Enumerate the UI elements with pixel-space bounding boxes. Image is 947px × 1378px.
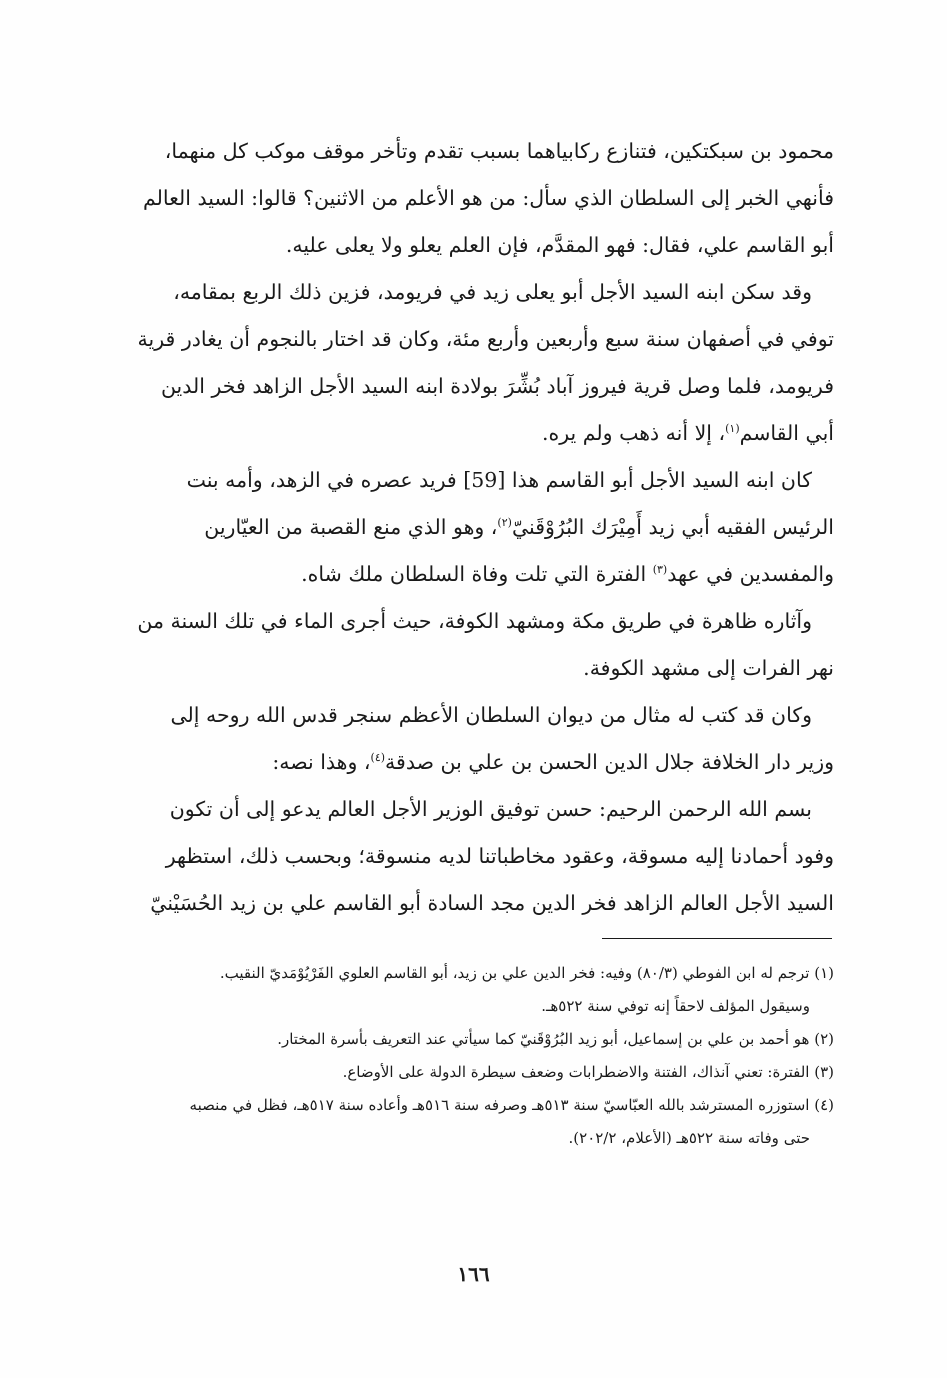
text-line: محمود بن سبكتكين، فتنازع ركابياهما بسبب تقدم وتأخر موقف موكب كل منهما، (164, 139, 834, 163)
footnote-line: (٣) الفترة: تعني آنذاك، الفتنة والاضطرابات وضعف سيطرة الدولة على الأوضاع. (342, 1063, 834, 1081)
text-line: بسم الله الرحمن الرحيم: حسن توفيق الوزير الأجل العالم يدعو إلى أن تكون (169, 797, 812, 821)
text-line: والمفسدين في عهد (667, 562, 834, 586)
footnote-1 (106, 957, 834, 990)
footnote-3 (106, 1056, 834, 1089)
text-line: السيد الأجل العالم الزاهد فخر الدين مجد السادة أبو القاسم علي بن زيد الحُسَيْنيّ (150, 891, 834, 915)
footnote-line: (١) ترجم له ابن الفوطي (٨٠/٣) وفيه: فخر الدين علي بن زيد، أبو القاسم العلوي الفَرْيُوْمَديّ النقيب. (219, 964, 834, 982)
text-line: كان ابنه السيد الأجل أبو القاسم هذا [59] فريد عصره في الزهد، وأمه بنت (186, 468, 812, 492)
text-line: ، إلا أنه ذهب ولم يره. (541, 421, 726, 445)
footnote-ref-4[interactable]: (٤) (370, 751, 386, 765)
text-line: وقد سكن ابنه السيد الأجل أبو يعلى زيد في فريومد، فزين ذلك الربع بمقامه، (173, 280, 812, 304)
footnote-ref-3[interactable]: (٣) (652, 563, 668, 577)
paragraph-1 (106, 128, 834, 269)
footnote-1-continued (106, 990, 834, 1023)
text-line: أبي القاسم (739, 421, 834, 445)
footnote-2 (106, 1023, 834, 1056)
page-number: ١٦٦ (457, 1262, 490, 1286)
text-line: وزير دار الخلافة جلال الدين الحسن بن علي بن صدقة (385, 750, 834, 774)
text-line: أبو القاسم علي، فقال: فهو المقدَّم، فإن العلم يعلو ولا يعلى عليه. (285, 233, 834, 257)
paragraph-6 (106, 786, 834, 927)
paragraph-4 (106, 598, 834, 692)
paragraph-5 (106, 692, 834, 786)
text-line: فريومد، فلما وصل قرية فيروز آباد بُشِّرَ بولادة ابنه السيد الأجل الزاهد فخر الدين (160, 374, 834, 398)
footnote-ref-2[interactable]: (٢) (497, 516, 512, 530)
footnotes (106, 957, 834, 1155)
text-line: وفود أحمادنا إليه مسوقة، وعقود مخاطباتنا لديه منسوقة؛ وبحسب ذلك، استظهر (165, 844, 834, 868)
footnote-separator (602, 938, 832, 939)
footnote-4-continued (106, 1122, 834, 1155)
text-line: فأنهي الخبر إلى السلطان الذي سأل: من هو الأعلم من الاثنين؟ قالوا: السيد العالم (142, 186, 834, 210)
paragraph-3 (106, 457, 834, 598)
footnote-4 (106, 1089, 834, 1122)
paragraph-2 (106, 269, 834, 457)
main-text (106, 128, 834, 927)
footnote-line: (٢) هو أحمد بن علي بن إسماعيل، أبو زيد البُرُوْقَنيّ كما سيأتي عند التعريف بأسرة المختار. (277, 1030, 834, 1048)
footnote-line: (٤) استوزره المسترشد بالله العبّاسيّ سنة ٥١٣هـ وصرفه سنة ٥١٦هـ وأعاده سنة ٥١٧هـ، فظل في منصبه (189, 1096, 834, 1114)
text-line: ، وهو الذي منع القصبة من العيّارين (204, 515, 498, 539)
text-line: الفترة التي تلت وفاة السلطان ملك شاه. (301, 562, 653, 586)
footnote-line: وسيقول المؤلف لاحقاً إنه توفي سنة ٥٢٢هـ. (541, 997, 810, 1015)
text-line: توفي في أصفهان سنة سبع وأربعين وأربع مئة، وكان قد اختار بالنجوم أن يغادر قرية (137, 327, 834, 351)
text-line: ، وهذا نصه: (272, 750, 371, 774)
footnote-ref-1[interactable]: (١) (725, 422, 740, 436)
text-line: الرئيس الفقيه أبي زيد أَمِيْرَك البُرُوْقَنيّ (511, 515, 834, 539)
text-line: وآثاره ظاهرة في طريق مكة ومشهد الكوفة، حيث أجرى الماء في تلك السنة من (137, 609, 812, 633)
text-line: نهر الفرات إلى مشهد الكوفة. (583, 656, 834, 680)
text-line: وكان قد كتب له مثال من ديوان السلطان الأعظم سنجر قدس الله روحه إلى (170, 703, 812, 727)
footnote-line: حتى وفاته سنة ٥٢٢هـ (الأعلام، ٢٠٢/٢). (568, 1129, 810, 1147)
